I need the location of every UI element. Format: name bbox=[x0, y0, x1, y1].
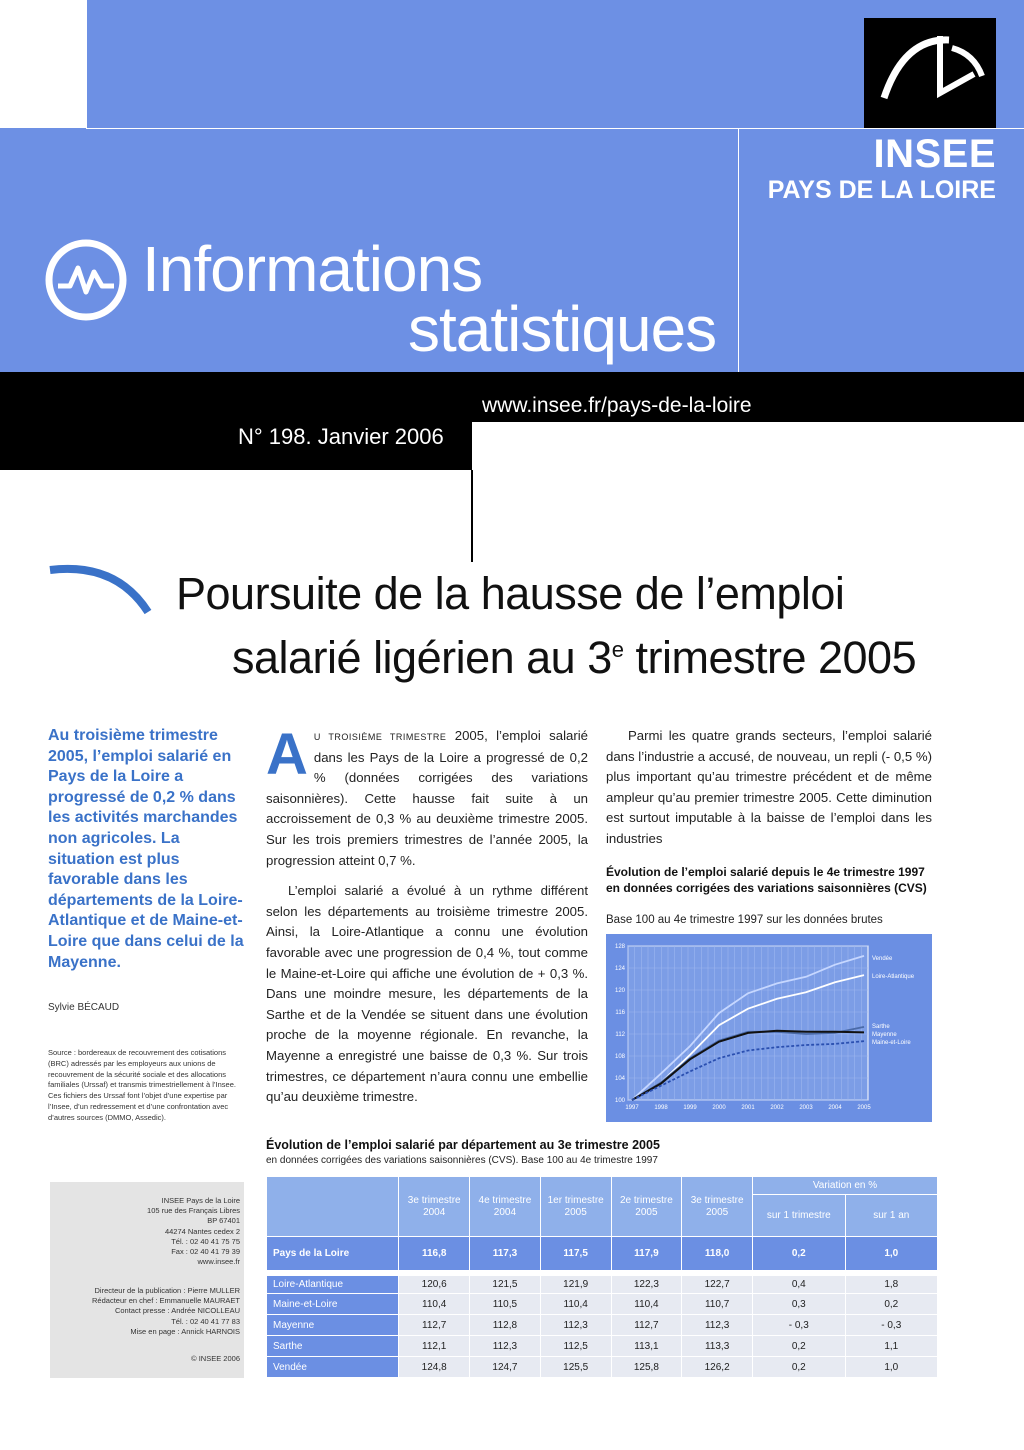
staff-line: Mise en page : Annick HARNOIS bbox=[130, 1326, 240, 1336]
table-cell: 118,0 bbox=[682, 1237, 753, 1273]
intro-summary: Au troisième trimestre 2005, l’emploi salarié en Pays de la Loire a progressé de 0,2 % dans les activités marchandes non agricoles. La situation est plus favorable dans les départements de la Loire-Atlantique et de Maine-et-Loire que dans celui de la Mayenne. bbox=[48, 727, 244, 971]
arc-ornament-icon bbox=[46, 560, 156, 620]
contact-website[interactable]: www.insee.fr bbox=[197, 1257, 240, 1267]
row-label: Vendée bbox=[267, 1357, 399, 1378]
table-cell: 110,5 bbox=[470, 1294, 541, 1315]
publication-title-line2: statistiques bbox=[408, 293, 717, 365]
masthead bbox=[0, 0, 1024, 372]
author: Sylvie BÉCAUD bbox=[48, 1002, 120, 1013]
x-tick-label: 1999 bbox=[683, 1105, 697, 1111]
table-row bbox=[267, 1273, 938, 1294]
table-cell: - 0,3 bbox=[753, 1315, 846, 1336]
table-cell: 121,9 bbox=[540, 1273, 611, 1294]
table-cell: 0,2 bbox=[753, 1237, 846, 1273]
paragraph-1: 2005, l’emploi salarié dans les Pays de la Loire a progressé de 0,2 % (données corrigées des variations saisonnières). Cette hausse fait suite à un accroissement de 0,3 % au deuxième trimestre 2005. Sur les trois premiers trimestres de l’année 2005, la progression atteint 0,7 %. bbox=[266, 728, 588, 868]
table-cell: 112,3 bbox=[540, 1315, 611, 1336]
phone: Tél. : 02 40 41 75 75 bbox=[171, 1236, 240, 1246]
y-tick-label: 100 bbox=[614, 1098, 625, 1104]
table-cell: 122,3 bbox=[611, 1273, 682, 1294]
address-line: 44274 Nantes cedex 2 bbox=[164, 1226, 240, 1236]
band-rule bbox=[471, 470, 473, 562]
contact-box bbox=[50, 1182, 244, 1378]
insee-name: INSEE bbox=[873, 132, 996, 176]
table-cell: 1,8 bbox=[845, 1273, 937, 1294]
masthead-divider bbox=[738, 128, 739, 372]
address-line: INSEE Pays de la Loire bbox=[161, 1196, 240, 1205]
table-cell: 113,1 bbox=[611, 1336, 682, 1357]
col-header: sur 1 trimestre bbox=[753, 1195, 846, 1237]
table-cell: 125,8 bbox=[611, 1357, 682, 1378]
staff-line: Contact presse : Andrée NICOLLEAU bbox=[114, 1306, 240, 1316]
y-tick-label: 116 bbox=[615, 1010, 625, 1016]
table-row bbox=[267, 1357, 938, 1378]
x-tick-label: 2001 bbox=[741, 1105, 755, 1111]
col-header: 4e trimestre 2004 bbox=[470, 1177, 541, 1237]
x-tick-label: 1998 bbox=[654, 1105, 668, 1111]
table-cell: 112,5 bbox=[540, 1336, 611, 1357]
insee-region: PAYS DE LA LOIRE bbox=[767, 176, 996, 204]
masthead-divider-h bbox=[86, 128, 738, 129]
table-cell: 112,7 bbox=[399, 1315, 470, 1336]
row-label: Sarthe bbox=[267, 1336, 399, 1357]
staff-line: Tél. : 02 40 41 77 83 bbox=[171, 1316, 240, 1326]
table-cell: 110,7 bbox=[682, 1294, 753, 1315]
headline-line1: Poursuite de la hausse de l’emploi bbox=[176, 568, 845, 619]
body-column-1 bbox=[266, 722, 588, 1108]
table-cell: 112,1 bbox=[399, 1336, 470, 1357]
employment-chart bbox=[606, 934, 932, 1122]
contact-address bbox=[60, 1196, 240, 1267]
row-label: Mayenne bbox=[267, 1315, 399, 1336]
y-tick-label: 104 bbox=[614, 1076, 625, 1082]
legend-label: Loire-Atlantique bbox=[872, 974, 915, 980]
staff-line: Directeur de la publication : Pierre MULLER bbox=[94, 1286, 240, 1295]
masthead-notch bbox=[0, 0, 86, 128]
table-cell: 117,9 bbox=[611, 1237, 682, 1273]
source-note: Source : bordereaux de recouvrement des cotisations (BRC) adressés par les employeurs aux unions de recouvrement de la sécurité sociale et des allocations familiales (Urssaf) et transmis trimestriellement à l’Insee. Ces fichiers des Urssaf font l’objet d’une expertise par l’Insee, d’un redressement et d’une confrontation avec d’autres sources (DMMO, Assedic). bbox=[48, 1048, 236, 1122]
issue-number: N° 198. Janvier 2006 bbox=[238, 424, 444, 449]
contact-staff bbox=[50, 1286, 240, 1337]
table-cell: 121,5 bbox=[470, 1273, 541, 1294]
staff-line: Rédacteur en chef : Emmanuelle MAURAET bbox=[92, 1296, 240, 1306]
col-header: 2e trimestre 2005 bbox=[611, 1177, 682, 1237]
table-cell: 124,8 bbox=[399, 1357, 470, 1378]
table-cell: 113,3 bbox=[682, 1336, 753, 1357]
row-label: Pays de la Loire bbox=[267, 1237, 399, 1273]
paragraph-2: L’emploi salarié a évolué à un rythme différent selon les départements au troisième trimestre 2005. Ainsi, la Loire-Atlantique a connu une évolution favorable avec une progression de 0,4 %, tout comme le Maine-et-Loire qui affiche une évolution de + 0,3 %. Dans une moindre mesure, les départements de la Sarthe et de la Vendée se situent dans une évolution proche de la moyenne régionale. En revanche, la Mayenne a enregistré une baisse de 0,3 %. Sur trois trimestres, ce département n’aura connu une embellie qu’au deuxième trimestre. bbox=[266, 883, 588, 1105]
table-cell: - 0,3 bbox=[845, 1315, 937, 1336]
masthead-shade bbox=[86, 0, 425, 128]
copyright: © INSEE 2006 bbox=[191, 1354, 240, 1363]
headline-line2-end: trimestre 2005 bbox=[623, 632, 917, 683]
employment-table bbox=[266, 1176, 938, 1378]
table-cell: 126,2 bbox=[682, 1357, 753, 1378]
table-cell: 110,4 bbox=[399, 1294, 470, 1315]
y-tick-label: 128 bbox=[614, 944, 625, 950]
table-row-region bbox=[267, 1237, 938, 1273]
legend-label: Vendée bbox=[872, 956, 893, 962]
x-tick-label: 2003 bbox=[799, 1105, 813, 1111]
x-tick-label: 1997 bbox=[625, 1105, 639, 1111]
drop-cap: A bbox=[266, 722, 308, 787]
row-label: Loire-Atlantique bbox=[267, 1273, 399, 1294]
table-subtitle: en données corrigées des variations saisonnières (CVS). Base 100 au 4e trimestre 1997 bbox=[266, 1155, 658, 1166]
masthead-divider-h2 bbox=[738, 128, 1024, 129]
table-cell: 124,7 bbox=[470, 1357, 541, 1378]
headline-superscript: e bbox=[611, 637, 624, 662]
headline-line2-text: salarié ligérien au 3 bbox=[232, 632, 612, 683]
table-cell: 0,4 bbox=[753, 1273, 846, 1294]
col-header: 3e trimestre 2004 bbox=[399, 1177, 470, 1237]
col-header: 1er trimestre 2005 bbox=[540, 1177, 611, 1237]
table-cell: 110,4 bbox=[611, 1294, 682, 1315]
table-row bbox=[267, 1294, 938, 1315]
table-cell: 125,5 bbox=[540, 1357, 611, 1378]
table-cell: 116,8 bbox=[399, 1237, 470, 1273]
table-cell: 112,8 bbox=[470, 1315, 541, 1336]
y-tick-label: 120 bbox=[614, 988, 625, 994]
publication-title-line1: Informations bbox=[142, 233, 483, 305]
x-tick-label: 2005 bbox=[857, 1105, 871, 1111]
address-line: 105 rue des Français Libres bbox=[147, 1206, 240, 1216]
row-label: Maine-et-Loire bbox=[267, 1294, 399, 1315]
article-headline bbox=[176, 566, 956, 686]
insee-logo bbox=[864, 18, 996, 128]
table-row bbox=[267, 1336, 938, 1357]
table-cell: 117,5 bbox=[540, 1237, 611, 1273]
website-link[interactable]: www.insee.fr/pays-de-la-loire bbox=[482, 394, 752, 417]
fax: Fax : 02 40 41 79 39 bbox=[171, 1247, 240, 1257]
table-cell: 1,0 bbox=[845, 1357, 937, 1378]
table-cell: 0,2 bbox=[753, 1336, 846, 1357]
headline-line2 bbox=[176, 622, 956, 686]
variation-header: Variation en % bbox=[753, 1177, 938, 1195]
legend-label: Sarthe bbox=[872, 1024, 890, 1030]
pulse-icon bbox=[44, 238, 128, 322]
col-header: 3e trimestre 2005 bbox=[682, 1177, 753, 1237]
table-cell: 0,2 bbox=[753, 1357, 846, 1378]
table-cell: 112,3 bbox=[470, 1336, 541, 1357]
table-cell: 120,6 bbox=[399, 1273, 470, 1294]
legend-label: Maine-et-Loire bbox=[872, 1040, 911, 1046]
chart-title: Évolution de l’emploi salarié depuis le 4e trimestre 1997 en données corrigées des variations saisonnières (CVS) bbox=[606, 865, 927, 895]
table-cell: 110,4 bbox=[540, 1294, 611, 1315]
table-cell: 1,0 bbox=[845, 1237, 937, 1273]
x-tick-label: 2004 bbox=[828, 1105, 842, 1111]
body-column-2 bbox=[606, 726, 932, 850]
table-cell: 117,3 bbox=[470, 1237, 541, 1273]
col-header: sur 1 an bbox=[845, 1195, 937, 1237]
y-tick-label: 112 bbox=[615, 1032, 625, 1038]
table-cell: 112,7 bbox=[611, 1315, 682, 1336]
table-cell: 112,3 bbox=[682, 1315, 753, 1336]
x-tick-label: 2002 bbox=[770, 1105, 784, 1111]
address-line: BP 67401 bbox=[207, 1216, 240, 1226]
x-tick-label: 2000 bbox=[712, 1105, 726, 1111]
paragraph-3: Parmi les quatre grands secteurs, l’emploi salarié dans l’industrie a accusé, de nouveau, un repli (- 0,5 %) plus important qu’au trimestre précédent et de même ampleur qu’au premier trimestre 2005. Cette diminution est surtout imputable à la baisse de l’emploi dans les industries bbox=[606, 728, 932, 846]
y-tick-label: 124 bbox=[614, 966, 625, 972]
lead-smallcaps: U TROISIÈME TRIMESTRE bbox=[313, 732, 447, 742]
table-cell: 122,7 bbox=[682, 1273, 753, 1294]
table-cell: 0,3 bbox=[753, 1294, 846, 1315]
table-title: Évolution de l’emploi salarié par département au 3e trimestre 2005 bbox=[266, 1138, 660, 1152]
table-cell: 1,1 bbox=[845, 1336, 937, 1357]
table-corner bbox=[267, 1177, 399, 1237]
table-row bbox=[267, 1315, 938, 1336]
y-tick-label: 108 bbox=[614, 1054, 625, 1060]
chart-subtitle: Base 100 au 4e trimestre 1997 sur les données brutes bbox=[606, 914, 883, 926]
chart-panel bbox=[606, 934, 932, 1122]
table-cell: 0,2 bbox=[845, 1294, 937, 1315]
legend-label: Mayenne bbox=[872, 1032, 897, 1038]
